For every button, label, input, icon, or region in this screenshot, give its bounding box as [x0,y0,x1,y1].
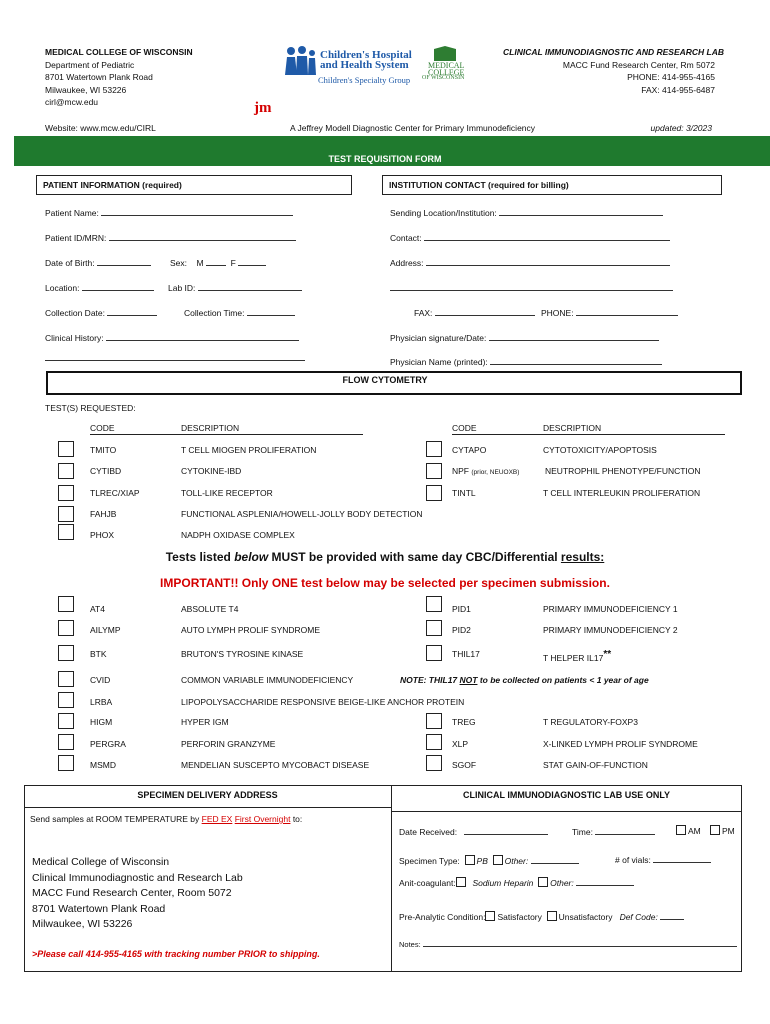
code-cytibd: CYTIBD [90,466,122,476]
code-cytapo: CYTAPO [452,445,487,455]
org-name: MEDICAL COLLEGE OF WISCONSIN [45,47,193,57]
desc-tintl: T CELL INTERLEUKIN PROLIFERATION [543,488,701,498]
sending-location-label: Sending Location/Institution: [390,208,497,218]
call-notice: >Please call 414-955-4165 with tracking number PRIOR to shipping. [32,949,320,959]
checkbox-npf[interactable] [426,463,442,479]
patient-info-label: PATIENT INFORMATION (required) [43,180,182,190]
labid-label: Lab ID: [168,283,196,293]
labuse-header-divider [391,811,742,812]
checkbox-lrba[interactable] [58,692,74,708]
satisfactory-label: Satisfactory [497,912,542,922]
desc-xlp: X-LINKED LYMPH PROLIF SYNDROME [543,739,698,749]
desc-tlrec: TOLL-LIKE RECEPTOR [181,488,273,498]
code-fahjb: FAHJB [90,509,117,519]
thil17-note-c: to be collected on patients < 1 year of age [477,675,649,685]
contact-field[interactable] [390,233,670,243]
desc-ailymp: AUTO LYMPH PROLIF SYNDROME [181,625,321,635]
pb-checkbox[interactable] [465,855,475,865]
thil17-note-b: NOT [459,675,478,685]
updated-date: updated: 3/2023 [650,123,712,133]
collection-time-label: Collection Time: [184,308,245,318]
pb-label: PB [476,856,488,866]
notes-field[interactable] [399,940,737,949]
delivery-address-line: Clinical Immunodiagnostic and Research Lab [32,871,243,884]
desc-msmd: MENDELIAN SUSCEPTO MYCOBACT DISEASE [181,760,370,770]
family-logo-icon [282,45,318,77]
fax-label: FAX: [414,308,433,318]
anticoagulant-label: Anit-coagulant: [399,878,456,888]
patient-id-field[interactable] [45,233,296,243]
patient-id-label: Patient ID/MRN: [45,233,107,243]
lab-fax: FAX: 414-955-6487 [641,85,715,95]
org-street: 8701 Watertown Plank Road [45,72,153,82]
right-code-header: CODE [452,423,477,433]
delivery-address-line: Milwaukee, WI 53226 [32,918,133,930]
code-at4: AT4 [90,604,105,614]
dob-field[interactable] [45,258,151,268]
collection-time-field[interactable] [184,308,295,318]
address-line-2[interactable] [390,290,673,291]
desc-npf: NEUTROPHIL PHENOTYPE/FUNCTION [545,466,701,476]
checkbox-tmito[interactable] [58,441,74,457]
time-label: Time: [572,827,593,837]
one-test-notice: IMPORTANT!! Only ONE test below may be selected per specimen submission. [160,576,610,590]
cbc-notice-b: below [234,550,269,564]
desc-cytibd: CYTOKINE-IBD [181,466,242,476]
desc-tmito: T CELL MIOGEN PROLIFERATION [181,445,317,455]
delivery-address-line: Medical College of Wisconsin [32,856,170,868]
checkbox-phox[interactable] [58,524,74,540]
center-caption: A Jeffrey Modell Diagnostic Center for Primary Immunodeficiency [290,123,536,133]
location-field[interactable] [45,283,154,293]
desc-thil17-sup: ** [603,649,612,660]
fax-field[interactable] [414,308,535,318]
preanalytic-label: Pre-Analytic Condition: [399,912,486,922]
checkbox-pergra[interactable] [58,734,74,750]
send-fedex: FED EX [201,814,233,824]
code-tintl: TINTL [452,488,476,498]
other-anticoag-checkbox[interactable] [538,877,548,887]
code-cvid: CVID [90,675,111,685]
checkbox-btk[interactable] [58,645,74,661]
phone-label: PHONE: [541,308,574,318]
cbc-notice-a: Tests listed [165,550,235,564]
lab-phone: PHONE: 414-955-4165 [627,72,715,82]
date-received-label: Date Received: [399,827,458,837]
desc-phox: NADPH OXIDASE COMPLEX [181,530,295,540]
logo-mcw-line3: OF WISCONSIN [422,75,465,81]
thil17-note-a: NOTE: THIL17 [400,675,460,685]
flow-cytometry-title: FLOW CYTOMETRY [342,375,428,385]
send-text-b: to: [290,814,303,824]
physician-printed-field[interactable] [390,357,662,367]
right-col-header [452,423,725,435]
collection-date-label: Collection Date: [45,308,106,318]
code-treg: TREG [452,717,476,727]
checkbox-pid2[interactable] [426,620,442,636]
anticoagulant-field [399,877,634,888]
time-received-field[interactable] [572,827,655,837]
checkbox-tintl[interactable] [426,485,442,501]
logo-mcw-line2: COLLEGE [428,68,465,77]
tests-requested-label: TEST(S) REQUESTED: [45,403,136,413]
pm-option[interactable] [710,825,735,836]
vials-field[interactable] [615,855,711,865]
send-text-a: Send samples at ROOM TEMPERATURE by [30,814,202,824]
jm-logo: jm [254,100,272,116]
code-npf-note: (prior, NEUOXB) [471,469,520,476]
clinical-history-line[interactable] [45,360,305,361]
notes-label: Notes: [399,940,421,949]
logo-mcw-line1: MEDICAL [428,61,465,70]
other-type-checkbox[interactable] [493,855,503,865]
labid-field[interactable] [168,283,302,293]
physician-printed-label: Physician Name (printed): [390,357,488,367]
specimen-type-field [399,855,579,866]
desc-btk: BRUTON'S TYROSINE KINASE [181,649,304,659]
checkbox-sgof[interactable] [426,755,442,771]
desc-fahjb: FUNCTIONAL ASPLENIA/HOWELL-JOLLY BODY DETECTION [181,509,423,519]
labuse-title: CLINICAL IMMUNODIAGNOSTIC LAB USE ONLY [462,790,670,800]
other-type-label: Other: [504,856,529,866]
code-ailymp: AILYMP [90,625,121,635]
clinical-history-label: Clinical History: [45,333,104,343]
code-phox: PHOX [90,530,115,540]
org-dept: Department of Pediatric [45,60,135,70]
checkbox-higm[interactable] [58,713,74,729]
code-npf [452,466,519,476]
specimen-type-label: Specimen Type: [399,856,460,866]
right-desc-header: DESCRIPTION [543,423,602,433]
physician-signature-label: Physician signature/Date: [390,333,487,343]
code-thil17: THIL17 [452,649,480,659]
code-tlrec: TLREC/XIAP [90,488,140,498]
patient-info-box [36,175,352,195]
desc-cvid: COMMON VARIABLE IMMUNODEFICIENCY [181,675,354,685]
desc-higm: HYPER IGM [181,717,229,727]
send-instructions [30,814,302,824]
location-label: Location: [45,283,80,293]
patient-name-label: Patient Name: [45,208,99,218]
preanalytic-field [399,911,684,922]
defcode-label: Def Code: [619,912,658,922]
delivery-address-line: MACC Fund Research Center, Room 5072 [32,887,232,899]
desc-sgof: STAT GAIN-OF-FUNCTION [543,760,648,770]
heparin-checkbox[interactable] [456,877,466,887]
checkbox-msmd[interactable] [58,755,74,771]
desc-thil17-text: T HELPER IL17 [543,652,604,663]
logo-chw-line1: Children's Hospital [320,49,412,61]
banner-title: TEST REQUISITION FORM [328,154,442,164]
checkbox-tlrec[interactable] [58,485,74,501]
checkbox-xlp[interactable] [426,734,442,750]
am-option[interactable] [676,825,701,836]
bottom-table-divider [391,785,392,972]
cbc-notice-c: MUST be provided with same day CBC/Differential [268,550,561,564]
delivery-address [32,855,243,933]
send-overnight: First Overnight [234,814,291,824]
code-pergra: PERGRA [90,739,126,749]
left-desc-header: DESCRIPTION [181,423,240,433]
code-xlp: XLP [452,739,469,749]
code-pid1: PID1 [452,604,471,614]
institution-box [382,175,722,195]
sex-field[interactable] [170,258,266,268]
checkbox-pid1[interactable] [426,596,442,612]
sex-m-label: M [196,258,204,268]
institution-label: INSTITUTION CONTACT (required for billing) [389,180,569,190]
lab-name: CLINICAL IMMUNODIAGNOSTIC AND RESEARCH LAB [503,47,724,57]
logo-group [282,45,482,90]
sex-f-label: F [230,258,236,268]
satisfactory-checkbox[interactable] [485,911,495,921]
desc-cytapo: CYTOTOXICITY/APOPTOSIS [543,445,657,455]
code-higm: HIGM [90,717,113,727]
am-checkbox[interactable] [676,825,686,835]
desc-at4: ABSOLUTE T4 [181,604,239,614]
code-npf-text: NPF [452,466,469,476]
code-msmd: MSMD [90,760,116,770]
desc-thil17 [543,649,611,663]
checkbox-cytibd[interactable] [58,463,74,479]
collection-date-field[interactable] [45,308,157,318]
logo-csg: Children's Specialty Group [318,75,411,85]
dob-label: Date of Birth: [45,258,95,268]
left-col-header [90,423,363,435]
pm-label: PM [722,826,735,836]
checkbox-fahjb[interactable] [58,506,74,522]
desc-pid1: PRIMARY IMMUNODEFICIENCY 1 [543,604,678,614]
code-pid2: PID2 [452,625,471,635]
pm-checkbox[interactable] [710,825,720,835]
contact-label: Contact: [390,233,422,243]
delivery-title: SPECIMEN DELIVERY ADDRESS [137,790,278,800]
date-received-field[interactable] [399,827,548,837]
cbc-notice [0,550,770,564]
desc-lrba: LIPOPOLYSACCHARIDE RESPONSIVE BEIGE-LIKE ANCHOR PROTEIN [181,697,465,707]
delivery-header-divider [24,807,391,808]
desc-pid2: PRIMARY IMMUNODEFICIENCY 2 [543,625,678,635]
code-btk: BTK [90,649,107,659]
vials-label: # of vials: [615,855,651,865]
patient-name-field[interactable] [45,208,293,218]
logo-chw-line2: and Health System [320,59,409,71]
desc-pergra: PERFORIN GRANZYME [181,739,276,749]
other-anticoag-label: Other: [550,878,574,888]
phone-field[interactable] [541,308,678,318]
org-email[interactable]: cirl@mcw.edu [45,97,99,107]
checkbox-at4[interactable] [58,596,74,612]
delivery-address-line: 8701 Watertown Plank Road [32,902,166,915]
heparin-label: Sodium Heparin [472,878,534,888]
am-label: AM [688,826,701,836]
sending-location-field[interactable] [390,208,663,218]
unsatisfactory-checkbox[interactable] [547,911,557,921]
lab-address: MACC Fund Research Center, Rm 5072 [562,60,715,70]
code-lrba: LRBA [90,697,113,707]
physician-signature-field[interactable] [390,333,659,343]
unsatisfactory-label: Unsatisfactory [558,912,613,922]
code-sgof: SGOF [452,760,477,770]
org-website[interactable]: Website: www.mcw.edu/CIRL [45,123,156,133]
address-field[interactable] [390,258,670,268]
desc-treg: T REGULATORY-FOXP3 [543,717,638,727]
clinical-history-field[interactable] [45,333,299,343]
checkbox-treg[interactable] [426,713,442,729]
address-label: Address: [390,258,424,268]
left-code-header: CODE [90,423,115,433]
checkbox-cvid[interactable] [58,671,74,687]
code-tmito: TMITO [90,445,117,455]
checkbox-ailymp[interactable] [58,620,74,636]
checkbox-cytapo[interactable] [426,441,442,457]
org-city: Milwaukee, WI 53226 [45,85,127,95]
sex-label: Sex: [170,258,188,268]
cbc-notice-d: results: [560,550,605,564]
thil17-note [400,675,649,685]
checkbox-thil17[interactable] [426,645,442,661]
